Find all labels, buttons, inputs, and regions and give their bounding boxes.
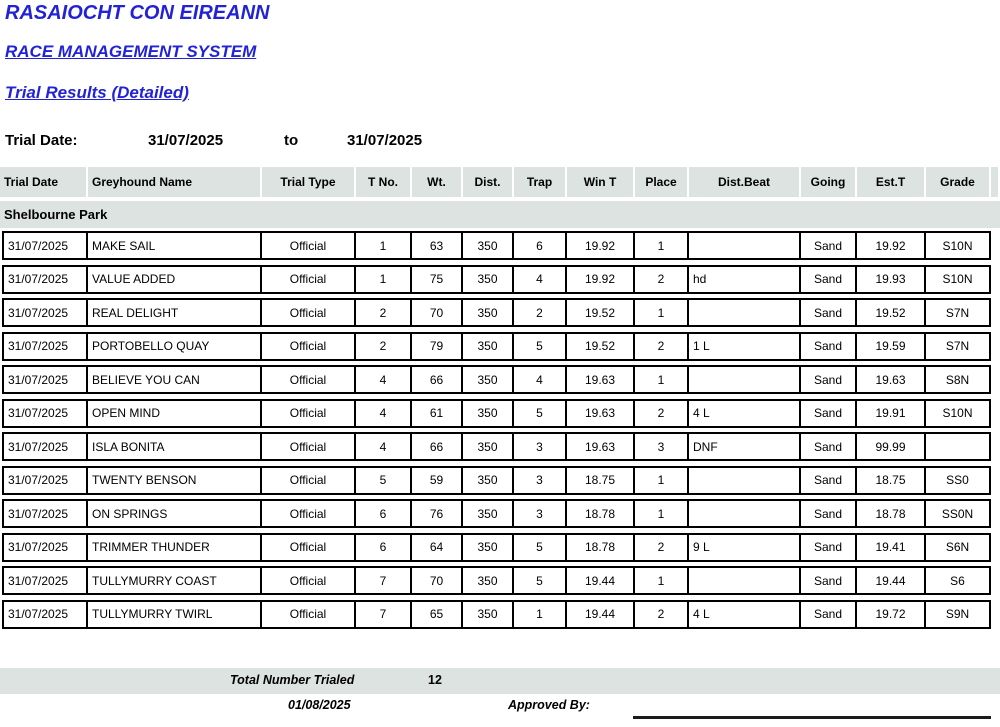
trial-date-to-value: 31/07/2025 (347, 132, 423, 149)
cell-trial-date: 31/07/2025 (4, 468, 88, 493)
cell-grade (926, 434, 989, 459)
header-cell-trial-type: Trial Type (262, 167, 356, 197)
cell-est-t: 19.91 (857, 401, 926, 426)
cell-place: 3 (635, 434, 689, 459)
cell-wt: 66 (412, 434, 463, 459)
trial-date-filter (0, 132, 1000, 152)
table-row (2, 466, 991, 495)
org-title: RASAIOCHT CON EIREANN (5, 2, 270, 24)
cell-greyhound-name: ISLA BONITA (88, 434, 262, 459)
header-cell-trap: Trap (514, 167, 567, 197)
cell-place: 1 (635, 501, 689, 526)
cell-greyhound-name: PORTOBELLO QUAY (88, 334, 262, 359)
cell-going: Sand (801, 267, 857, 292)
cell-going: Sand (801, 468, 857, 493)
cell-trial-date: 31/07/2025 (4, 568, 88, 593)
cell-wt: 66 (412, 367, 463, 392)
cell-wt: 64 (412, 535, 463, 560)
header-filler (991, 167, 1000, 197)
cell-trial-type: Official (262, 267, 356, 292)
cell-dist-beat: 9 L (689, 535, 801, 560)
cell-est-t: 19.41 (857, 535, 926, 560)
cell-dist-beat: 1 L (689, 334, 801, 359)
cell-wt: 70 (412, 568, 463, 593)
cell-grade: SS0N (941, 506, 974, 521)
cell-win-t: 18.75 (567, 468, 635, 493)
table-row (2, 365, 991, 394)
header-cell-t-no: T No. (356, 167, 412, 197)
cell-going: Sand (801, 501, 857, 526)
cell-trial-type: Official (262, 300, 356, 325)
cell-est-t: 19.72 (857, 602, 926, 627)
cell-place: 1 (635, 233, 689, 258)
table-row (2, 298, 991, 327)
cell-trap: 1 (514, 602, 567, 627)
cell-est-t: 99.99 (857, 434, 926, 459)
cell-t-no: 7 (356, 568, 412, 593)
cell-t-no: 6 (356, 535, 412, 560)
cell-greyhound-name: TULLYMURRY COAST (88, 568, 262, 593)
cell-trap: 3 (514, 434, 567, 459)
cell-trap: 4 (514, 367, 567, 392)
cell-greyhound-name: BELIEVE YOU CAN (88, 367, 262, 392)
cell-wt: 70 (412, 300, 463, 325)
table-header-row (0, 167, 1000, 197)
cell-trial-date: 31/07/2025 (4, 602, 88, 627)
cell-greyhound-name: TULLYMURRY TWIRL (88, 602, 262, 627)
table-row (2, 265, 991, 294)
header-cell-trial-date: Trial Date (0, 167, 88, 197)
system-title: RACE MANAGEMENT SYSTEM (5, 42, 257, 61)
cell-t-no: 1 (356, 233, 412, 258)
cell-t-no: 2 (356, 334, 412, 359)
cell-grade: S10N (942, 238, 973, 253)
cell-trial-date: 31/07/2025 (4, 535, 88, 560)
cell-win-t: 19.63 (567, 401, 635, 426)
cell-dist: 350 (463, 334, 514, 359)
header-cell-going: Going (801, 167, 857, 197)
cell-t-no: 5 (356, 468, 412, 493)
cell-win-t: 19.63 (567, 434, 635, 459)
cell-trial-date: 31/07/2025 (4, 233, 88, 258)
cell-dist: 350 (463, 602, 514, 627)
cell-place: 2 (635, 334, 689, 359)
cell-est-t: 18.75 (857, 468, 926, 493)
track-name: Shelbourne Park (4, 207, 108, 222)
cell-grade: S8N (945, 372, 970, 387)
cell-t-no: 7 (356, 602, 412, 627)
cell-win-t: 18.78 (567, 501, 635, 526)
cell-trial-date: 31/07/2025 (4, 300, 88, 325)
cell-dist: 350 (463, 434, 514, 459)
cell-trial-type: Official (262, 535, 356, 560)
cell-t-no: 4 (356, 401, 412, 426)
header-cell-dist-beat: Dist.Beat (689, 167, 801, 197)
table-row (2, 566, 991, 595)
cell-dist-beat: DNF (689, 434, 801, 459)
cell-t-no: 4 (356, 434, 412, 459)
cell-place: 1 (635, 468, 689, 493)
cell-grade: S10N (942, 272, 973, 286)
header-cell-est-t: Est.T (857, 167, 926, 197)
cell-going: Sand (801, 334, 857, 359)
cell-trial-date: 31/07/2025 (4, 401, 88, 426)
table-row (2, 231, 991, 260)
cell-t-no: 6 (356, 501, 412, 526)
cell-grade: S6N (945, 540, 970, 554)
cell-est-t: 19.59 (857, 334, 926, 359)
cell-trial-type: Official (262, 434, 356, 459)
trial-date-to-label: to (284, 132, 299, 149)
cell-wt: 61 (412, 401, 463, 426)
cell-grade: S9N (945, 607, 970, 621)
cell-going: Sand (801, 568, 857, 593)
cell-dist: 350 (463, 535, 514, 560)
cell-going: Sand (801, 434, 857, 459)
cell-wt: 75 (412, 267, 463, 292)
cell-trial-type: Official (262, 233, 356, 258)
cell-trap: 4 (514, 267, 567, 292)
cell-grade: SS0 (946, 473, 969, 487)
cell-win-t: 19.52 (567, 334, 635, 359)
cell-trial-date: 31/07/2025 (4, 267, 88, 292)
cell-est-t: 19.44 (857, 568, 926, 593)
cell-trial-type: Official (262, 401, 356, 426)
table-body (2, 231, 991, 633)
cell-trial-type: Official (262, 334, 356, 359)
table-row (2, 399, 991, 428)
cell-dist-beat: hd (689, 267, 801, 292)
cell-going: Sand (801, 602, 857, 627)
cell-est-t: 18.78 (857, 501, 926, 526)
cell-trap: 5 (514, 568, 567, 593)
cell-trial-type: Official (262, 468, 356, 493)
cell-win-t: 19.52 (567, 300, 635, 325)
cell-est-t: 19.63 (857, 367, 926, 392)
cell-going: Sand (801, 535, 857, 560)
table-row (2, 499, 991, 528)
total-trialed-value: 12 (428, 673, 442, 687)
cell-win-t: 18.78 (567, 535, 635, 560)
cell-dist: 350 (463, 367, 514, 392)
print-date: 01/08/2025 (288, 698, 351, 712)
cell-greyhound-name: VALUE ADDED (88, 267, 262, 292)
trial-date-label: Trial Date: (5, 132, 78, 149)
cell-place: 2 (635, 401, 689, 426)
cell-trap: 3 (514, 501, 567, 526)
cell-greyhound-name: TRIMMER THUNDER (88, 535, 262, 560)
table-row (2, 533, 991, 562)
report-title: Trial Results (Detailed) (5, 83, 189, 102)
cell-wt: 59 (412, 468, 463, 493)
cell-greyhound-name: REAL DELIGHT (88, 300, 262, 325)
cell-dist: 350 (463, 501, 514, 526)
cell-going: Sand (801, 300, 857, 325)
cell-dist-beat (689, 501, 801, 526)
cell-trap: 5 (514, 401, 567, 426)
cell-dist-beat (689, 367, 801, 392)
footer-total-band (0, 668, 1000, 694)
trial-date-from-value: 31/07/2025 (148, 132, 224, 149)
cell-trial-date: 31/07/2025 (4, 501, 88, 526)
cell-trial-date: 31/07/2025 (4, 367, 88, 392)
cell-wt: 65 (412, 602, 463, 627)
cell-est-t: 19.52 (857, 300, 926, 325)
cell-grade: S7N (945, 339, 970, 353)
cell-greyhound-name: ON SPRINGS (88, 501, 262, 526)
cell-trap: 2 (514, 300, 567, 325)
table-row (2, 600, 991, 629)
cell-place: 1 (635, 568, 689, 593)
section-row-track (0, 201, 1000, 228)
cell-dist: 350 (463, 267, 514, 292)
cell-trap: 5 (514, 535, 567, 560)
cell-dist-beat: 4 L (689, 401, 801, 426)
cell-est-t: 19.92 (857, 233, 926, 258)
cell-greyhound-name: TWENTY BENSON (88, 468, 262, 493)
approved-by-label: Approved By: (508, 698, 590, 712)
cell-going: Sand (801, 233, 857, 258)
cell-place: 1 (635, 300, 689, 325)
cell-grade: S10N (942, 406, 973, 420)
cell-dist-beat (689, 468, 801, 493)
cell-trial-date: 31/07/2025 (4, 334, 88, 359)
cell-place: 2 (635, 535, 689, 560)
cell-trial-type: Official (262, 367, 356, 392)
cell-win-t: 19.63 (567, 367, 635, 392)
approved-by-signature-line (633, 716, 991, 719)
cell-t-no: 1 (356, 267, 412, 292)
table-row (2, 332, 991, 361)
header-cell-wt: Wt. (412, 167, 463, 197)
cell-going: Sand (801, 401, 857, 426)
cell-wt: 79 (412, 334, 463, 359)
header-cell-win-t: Win T (567, 167, 635, 197)
cell-trial-type: Official (262, 568, 356, 593)
table-row (2, 432, 991, 461)
cell-dist: 350 (463, 468, 514, 493)
cell-dist-beat (689, 233, 801, 258)
footer-line (0, 698, 1000, 718)
cell-t-no: 2 (356, 300, 412, 325)
cell-dist-beat (689, 568, 801, 593)
cell-dist-beat: 4 L (689, 602, 801, 627)
cell-dist: 350 (463, 300, 514, 325)
cell-dist: 350 (463, 568, 514, 593)
cell-win-t: 19.92 (567, 267, 635, 292)
cell-greyhound-name: MAKE SAIL (88, 233, 262, 258)
cell-dist: 350 (463, 401, 514, 426)
cell-grade: S6 (950, 573, 965, 588)
cell-trap: 6 (514, 233, 567, 258)
cell-place: 2 (635, 602, 689, 627)
header-cell-greyhound-name: Greyhound Name (88, 167, 262, 197)
cell-trap: 5 (514, 334, 567, 359)
cell-place: 1 (635, 367, 689, 392)
cell-est-t: 19.93 (857, 267, 926, 292)
cell-greyhound-name: OPEN MIND (88, 401, 262, 426)
cell-dist: 350 (463, 233, 514, 258)
header-cell-dist: Dist. (463, 167, 514, 197)
total-trialed-label: Total Number Trialed (230, 673, 355, 687)
cell-dist-beat (689, 300, 801, 325)
cell-grade: S7N (945, 305, 970, 320)
cell-t-no: 4 (356, 367, 412, 392)
cell-wt: 76 (412, 501, 463, 526)
cell-trap: 3 (514, 468, 567, 493)
cell-wt: 63 (412, 233, 463, 258)
header-cell-grade: Grade (926, 167, 991, 197)
cell-win-t: 19.92 (567, 233, 635, 258)
header-cell-place: Place (635, 167, 689, 197)
cell-win-t: 19.44 (567, 602, 635, 627)
cell-place: 2 (635, 267, 689, 292)
cell-trial-date: 31/07/2025 (4, 434, 88, 459)
cell-trial-type: Official (262, 501, 356, 526)
cell-trial-type: Official (262, 602, 356, 627)
cell-win-t: 19.44 (567, 568, 635, 593)
cell-going: Sand (801, 367, 857, 392)
